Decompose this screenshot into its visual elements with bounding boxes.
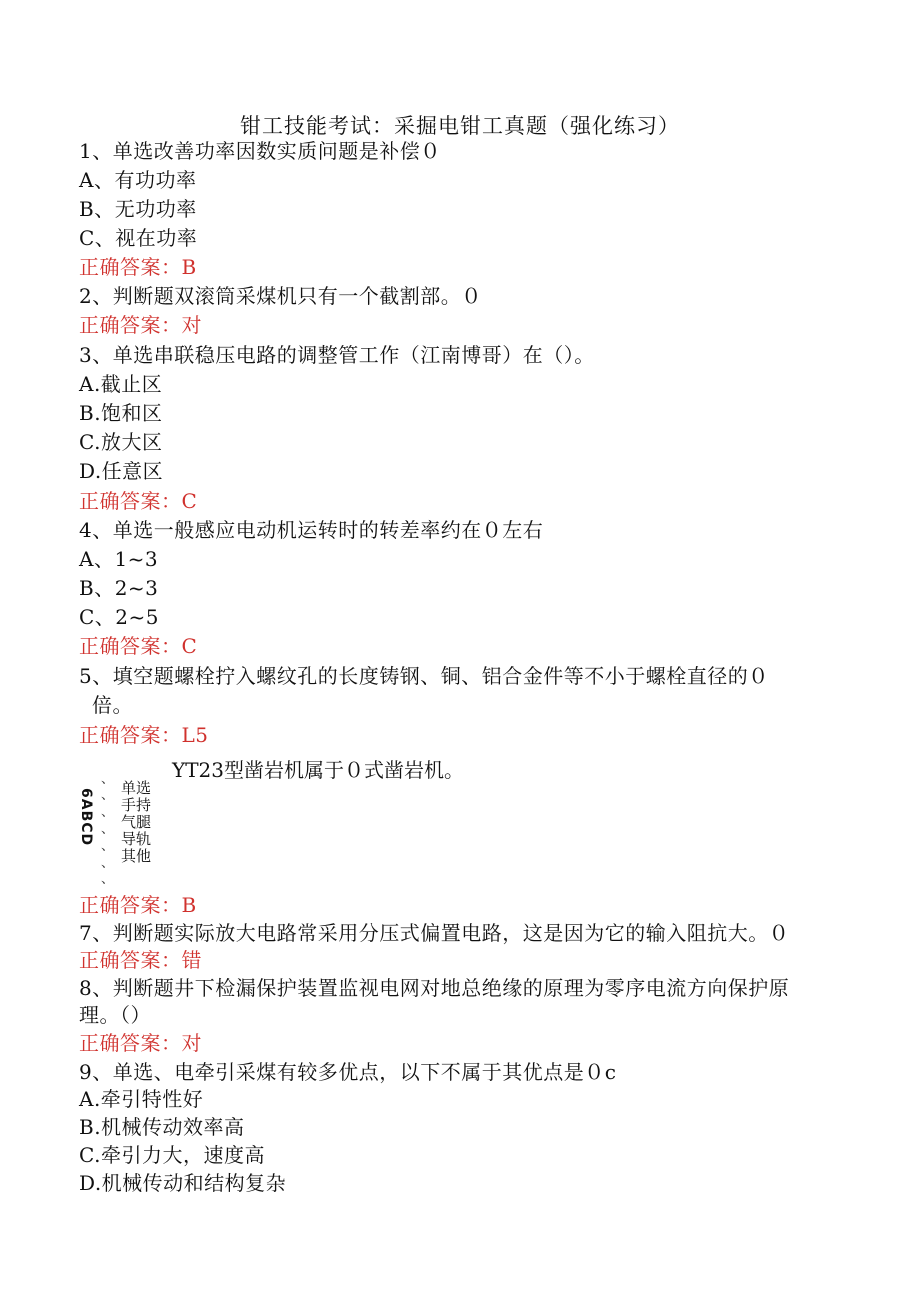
answer-prefix: 正确答案：: [79, 634, 182, 658]
question-7-stem: 7、判断题实际放大电路常采用分压式偏置电路，这是因为它的输入阻抗大。０: [79, 921, 790, 945]
question-5-stem: 5、填空题螺栓拧入螺纹孔的长度铸钢、铜、铝合金件等不小于螺栓直径的０: [79, 664, 769, 688]
answer-prefix: 正确答案：: [79, 1031, 182, 1055]
question-9-option-a: A.牵引特性好: [79, 1087, 204, 1111]
answer-prefix: 正确答案：: [79, 948, 182, 972]
tick-mark: 、: [101, 856, 115, 871]
answer-prefix: 正确答案：: [79, 255, 182, 279]
question-1-option-c: C、视在功率: [79, 226, 198, 250]
question-4-answer: [79, 633, 197, 659]
answer-value: 对: [181, 1031, 202, 1055]
question-1-stem: 1、单选改善功率因数实质问题是补偿０: [79, 139, 441, 163]
question-3-stem: 3、单选串联稳压电路的调整管工作（江南博哥）在（）。: [79, 343, 595, 367]
question-4-option-c: C、2~5: [79, 605, 160, 629]
question-3-option-a: A.截止区: [79, 372, 163, 396]
question-1-option-b: B、无功功率: [79, 197, 197, 221]
question-6-option-d: 其他: [121, 847, 152, 865]
question-3-answer: [79, 488, 197, 514]
tick-mark: 、: [101, 788, 115, 803]
question-9-option-d: D.机械传动和结构复杂: [79, 1171, 287, 1195]
answer-value: 错: [181, 948, 202, 972]
question-2-answer: [79, 312, 202, 338]
question-6-option-b: 气腿: [121, 813, 152, 831]
answer-value: 对: [181, 313, 202, 337]
answer-prefix: 正确答案：: [79, 313, 182, 337]
tick-mark: 、: [101, 839, 115, 854]
tick-mark: 、: [101, 772, 115, 787]
question-1-option-a: A、有功功率: [79, 168, 197, 192]
question-1-answer: [79, 254, 197, 280]
question-9-stem: 9、单选、电牵引采煤有较多优点，以下不属于其优点是０c: [79, 1060, 617, 1084]
question-4-option-a: A、1~3: [79, 547, 159, 571]
question-4-option-b: B、2~3: [79, 576, 159, 600]
question-3-option-d: D.任意区: [79, 459, 164, 483]
answer-value: C: [181, 634, 198, 658]
answer-value: B: [181, 893, 197, 917]
question-4-stem: 4、单选一般感应电动机运转时的转差率约在０左右: [79, 518, 544, 542]
answer-value: C: [181, 489, 198, 513]
answer-prefix: 正确答案：: [79, 723, 182, 747]
question-6-number-label: 6ABCD: [78, 788, 94, 847]
answer-value: L5: [181, 723, 209, 747]
question-6-option-label: 单选: [121, 779, 152, 797]
question-3-option-c: C.放大区: [79, 430, 163, 454]
question-5-answer: [79, 722, 209, 748]
question-6-stem: YT23型凿岩机属于０式凿岩机。: [172, 758, 464, 782]
question-8-stem-continued: 理。（）: [79, 1003, 151, 1027]
question-2-stem: 2、判断题双滚筒采煤机只有一个截割部。０: [79, 284, 482, 308]
question-7-answer: [79, 947, 202, 973]
tick-mark: 、: [101, 872, 115, 887]
question-9-option-b: B.机械传动效率高: [79, 1115, 245, 1139]
tick-mark: 、: [101, 805, 115, 820]
answer-prefix: 正确答案：: [79, 489, 182, 513]
page-title: 钳工技能考试：采掘电钳工真题（强化练习）: [240, 114, 680, 138]
question-5-stem-continued: 倍。: [92, 693, 133, 717]
answer-value: B: [181, 255, 197, 279]
question-6-option-a: 手持: [121, 796, 152, 814]
question-3-option-b: B.饱和区: [79, 401, 163, 425]
answer-prefix: 正确答案：: [79, 893, 182, 917]
question-6-answer: [79, 892, 197, 918]
question-6-option-c: 导轨: [121, 830, 152, 848]
question-9-option-c: C.牵引力大，速度高: [79, 1143, 265, 1167]
tick-mark: 、: [101, 822, 115, 837]
question-8-stem: 8、判断题井下检漏保护装置监视电网对地总绝缘的原理为零序电流方向保护原: [79, 976, 790, 1000]
question-8-answer: [79, 1030, 202, 1056]
